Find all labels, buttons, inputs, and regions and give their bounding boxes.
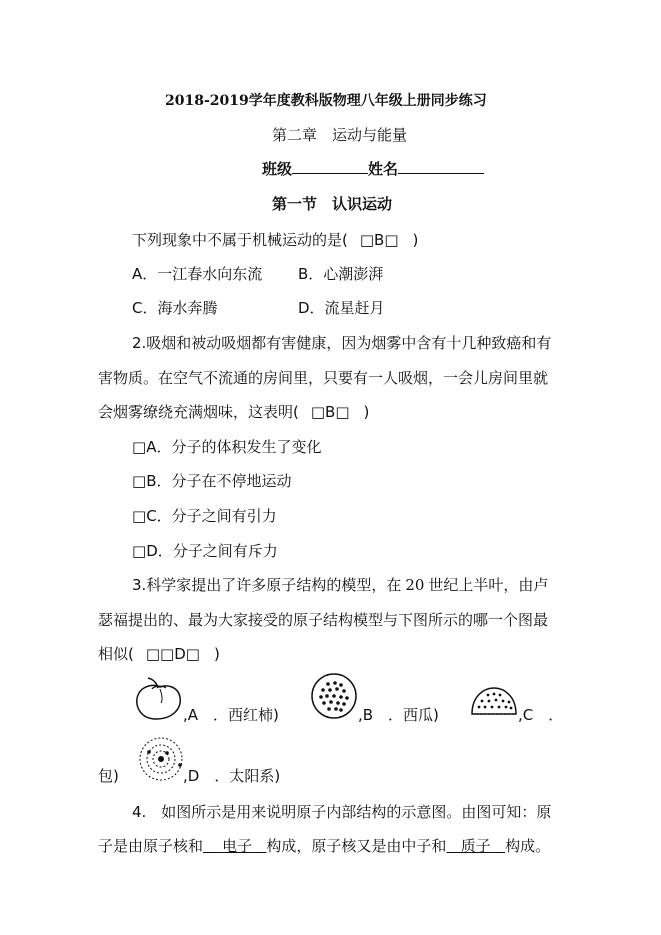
q3-line-3-text: 相似( xyxy=(98,645,134,663)
q3-option-a: ,A ．西红柿) xyxy=(183,706,279,724)
q3-line-1 xyxy=(132,574,548,595)
q1-stem-text: 下列现象中不属于机械运动的是( xyxy=(132,231,348,249)
q4-line-1: 4. 如图所示是用来说明原子内部结构的示意图。由图可知：原 xyxy=(132,803,552,821)
q1-stem xyxy=(132,229,418,250)
name-blank xyxy=(398,159,484,174)
q2-line-3-close: ) xyxy=(363,403,370,421)
q2-line-3 xyxy=(98,401,369,422)
q2-option-a: □A．分子的体积发生了变化 xyxy=(132,438,322,456)
q2-option-a-text: A．分子的体积发生了变化 xyxy=(146,438,322,456)
q3-line-3-close: ) xyxy=(213,645,220,663)
q2-line-1: 2.吸烟和被动吸烟都有害健康，因为烟雾中含有十几种致癌和有 xyxy=(132,334,552,352)
class-label: 班级 xyxy=(262,160,293,178)
q2-answer-box: □B□ xyxy=(310,403,350,421)
q1-option-d: D．流星赶月 xyxy=(298,299,385,317)
class-blank xyxy=(292,159,368,174)
bun-image xyxy=(470,686,518,716)
q2-option-b: □B．分子在不停地运动 xyxy=(132,472,292,490)
q3-option-c-end: 包) xyxy=(98,767,119,785)
q1-option-b: B．心潮澎湃 xyxy=(298,265,384,283)
q3-line-2: 瑟福提出的、最为大家接受的原子结构模型与下图所示的哪一个图最 xyxy=(98,611,549,629)
q3-line-1-a: 3.科学家提出了许多原子结构的模型，在 xyxy=(132,576,402,594)
name-label: 姓名 xyxy=(368,160,399,178)
q2-answer: B xyxy=(325,403,336,421)
q4-line-2-b: 构成，原子核又是由中子和 xyxy=(266,837,447,855)
q3-line-1-b: 世纪上半叶，由卢 xyxy=(428,576,549,594)
q2-line-2: 害物质。在空气不流通的房间里，只要有一人吸烟，一会儿房间里就 xyxy=(98,369,549,387)
q3-option-d: ,D ．太阳系) xyxy=(183,767,281,785)
q2-line-3-text: 会烟雾缭绕充满烟味，这表明( xyxy=(98,403,299,421)
q2-option-d: □D．分子之间有斥力 xyxy=(132,542,278,560)
q4-line-2 xyxy=(98,835,550,856)
q1-answer-box: □B□ xyxy=(359,231,399,249)
solar-system-image xyxy=(136,734,186,784)
q1-stem-close: ) xyxy=(412,231,419,249)
q2-option-d-text: D．分子之间有斥力 xyxy=(146,542,278,560)
q2-option-c: □C．分子之间有引力 xyxy=(132,507,277,525)
q3-line-3 xyxy=(98,643,220,664)
q4-answer-proton: 质子 xyxy=(460,837,491,855)
q3-option-c: ,C ． xyxy=(518,706,564,724)
student-info xyxy=(262,158,484,179)
tomato-image xyxy=(132,675,184,721)
q3-number-20: 20 xyxy=(405,576,425,594)
q2-option-c-text: C．分子之间有引力 xyxy=(146,507,277,525)
page-title: 2018-2019学年度教科版物理八年级上册同步练习 xyxy=(165,93,487,109)
q1-answer: B xyxy=(374,231,385,249)
section-heading: 第一节 认识运动 xyxy=(272,195,393,213)
q4-blank-proton xyxy=(446,837,505,855)
q4-answer-electron: 电子 xyxy=(222,837,253,855)
q3-answer-box: □□D□ xyxy=(145,645,200,663)
watermelon-image xyxy=(310,672,358,720)
chapter-heading: 第二章 运动与能量 xyxy=(272,126,408,144)
q1-option-a: A．一江春水向东流 xyxy=(132,265,263,283)
q2-option-b-text: B．分子在不停地运动 xyxy=(146,472,292,490)
q3-answer: D xyxy=(174,645,186,663)
q4-blank-electron xyxy=(203,837,266,855)
q4-line-2-a: 子是由原子核和 xyxy=(98,837,204,855)
q4-line-2-c: 构成。 xyxy=(505,837,551,855)
q1-option-c: C．海水奔腾 xyxy=(132,299,218,317)
q3-option-b: ,B ．西瓜) xyxy=(358,706,439,724)
